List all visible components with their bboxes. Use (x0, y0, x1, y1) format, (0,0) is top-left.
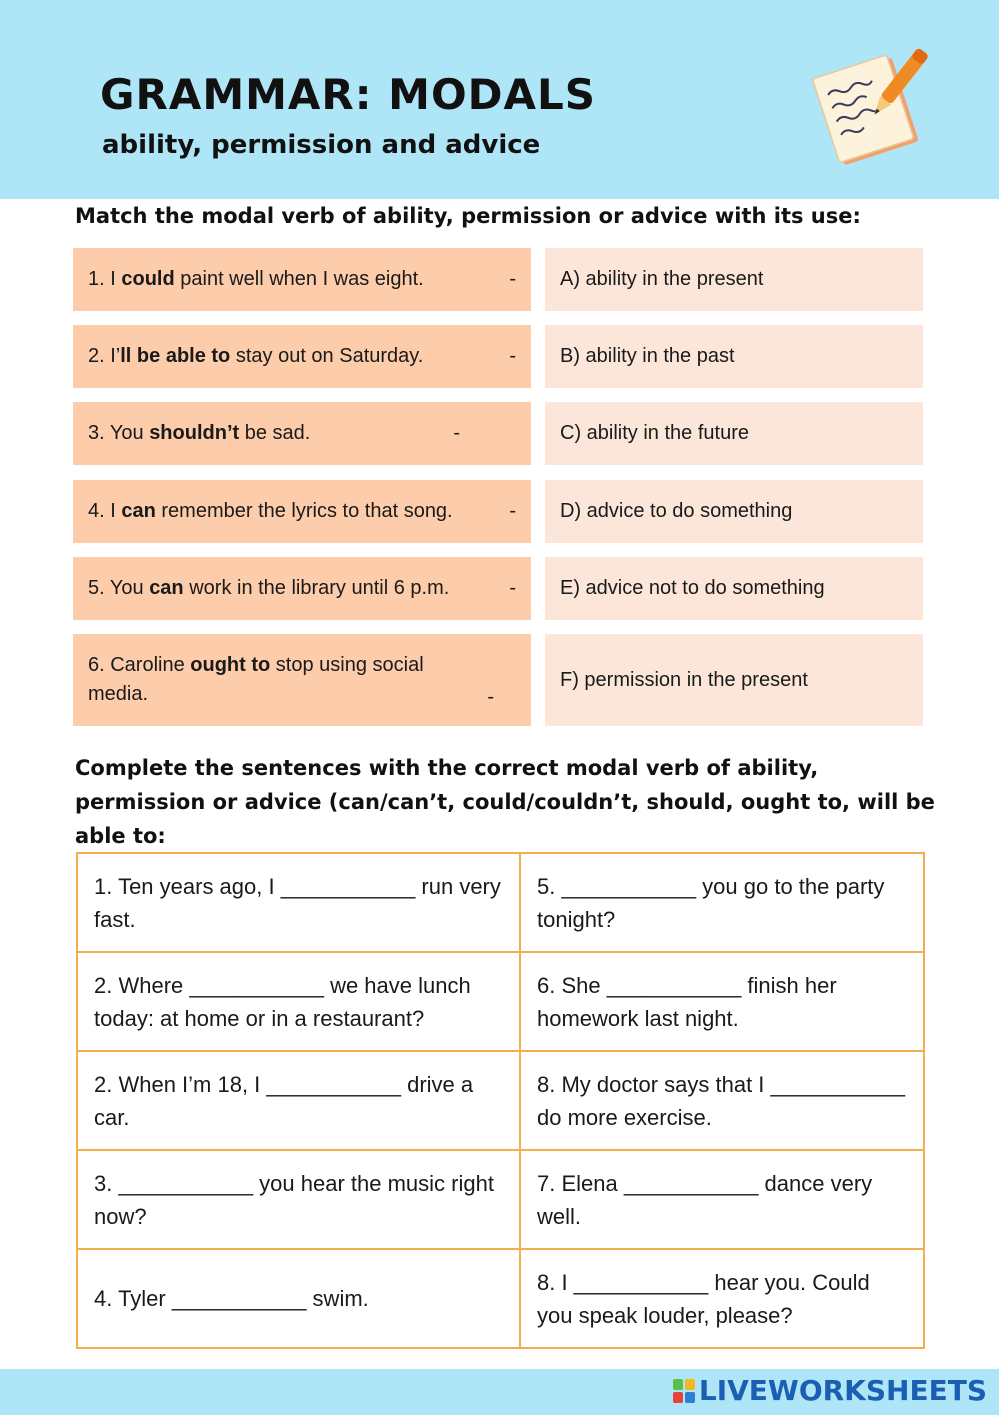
exercise-cell[interactable]: 8. My doctor says that I ___________ do more exercise. (520, 1051, 924, 1150)
match-use: E) advice not to do something (545, 557, 923, 620)
dash-marker: - (509, 577, 516, 599)
match-use: A) ability in the present (545, 248, 923, 311)
liveworksheets-brand[interactable] (673, 1374, 987, 1407)
table-row (77, 853, 924, 952)
exercise-cell[interactable]: 2. Where ___________ we have lunch today: at home or in a restaurant? (77, 952, 520, 1051)
table-row (77, 1051, 924, 1150)
match-sentence: 3. You shouldn’t be sad. - (73, 402, 531, 465)
match-row (73, 325, 923, 388)
exercise-cell[interactable]: 4. Tyler ___________ swim. (77, 1249, 520, 1348)
match-use: B) ability in the past (545, 325, 923, 388)
match-sentence: 4. I can remember the lyrics to that song. - (73, 480, 531, 543)
match-use: C) ability in the future (545, 402, 923, 465)
table-row (77, 1150, 924, 1249)
header-banner (0, 0, 999, 199)
notepad-pen-icon (805, 40, 930, 165)
match-sentence: 2. I’ll be able to stay out on Saturday. - (73, 325, 531, 388)
dash-marker: - (509, 500, 516, 522)
sentence-completion-table (76, 852, 925, 1349)
match-sentence: 5. You can work in the library until 6 p.m. - (73, 557, 531, 620)
page-title: GRAMMAR: MODALS (100, 70, 597, 119)
exercise-cell[interactable]: 6. She ___________ finish her homework last night. (520, 952, 924, 1051)
match-sentence: 6. Caroline ought to stop using social media. - (73, 634, 531, 726)
match-row (73, 480, 923, 543)
table-row (77, 952, 924, 1051)
match-instruction: Match the modal verb of ability, permission or advice with its use: (75, 204, 861, 228)
table-row (77, 1249, 924, 1348)
match-use: D) advice to do something (545, 480, 923, 543)
footer-bar (0, 1369, 999, 1415)
dash-marker: - (487, 686, 494, 708)
match-row (73, 634, 923, 726)
exercise-cell[interactable]: 1. Ten years ago, I ___________ run very fast. (77, 853, 520, 952)
exercise-cell[interactable]: 2. When I’m 18, I ___________ drive a car. (77, 1051, 520, 1150)
match-row (73, 557, 923, 620)
complete-instruction: Complete the sentences with the correct modal verb of ability, permission or advice (can/can’t, could/couldn’t, should, ought to, will be able to: (75, 756, 935, 848)
dash-marker: - (509, 345, 516, 367)
match-row (73, 248, 923, 311)
brand-name: LIVEWORKSHEETS (698, 1374, 987, 1407)
page-subtitle: ability, permission and advice (102, 130, 541, 160)
match-use: F) permission in the present (545, 634, 923, 726)
match-row (73, 402, 923, 465)
match-sentence: 1. I could paint well when I was eight. - (73, 248, 531, 311)
dash-marker: - (509, 268, 516, 290)
exercise-cell[interactable]: 3. ___________ you hear the music right now? (77, 1150, 520, 1249)
dash-marker: - (453, 422, 460, 444)
exercise-cell[interactable]: 7. Elena ___________ dance very well. (520, 1150, 924, 1249)
exercise-cell[interactable]: 8. I ___________ hear you. Could you speak louder, please? (520, 1249, 924, 1348)
exercise-cell[interactable]: 5. ___________ you go to the party tonight? (520, 853, 924, 952)
liveworksheets-logo-icon (673, 1379, 695, 1403)
